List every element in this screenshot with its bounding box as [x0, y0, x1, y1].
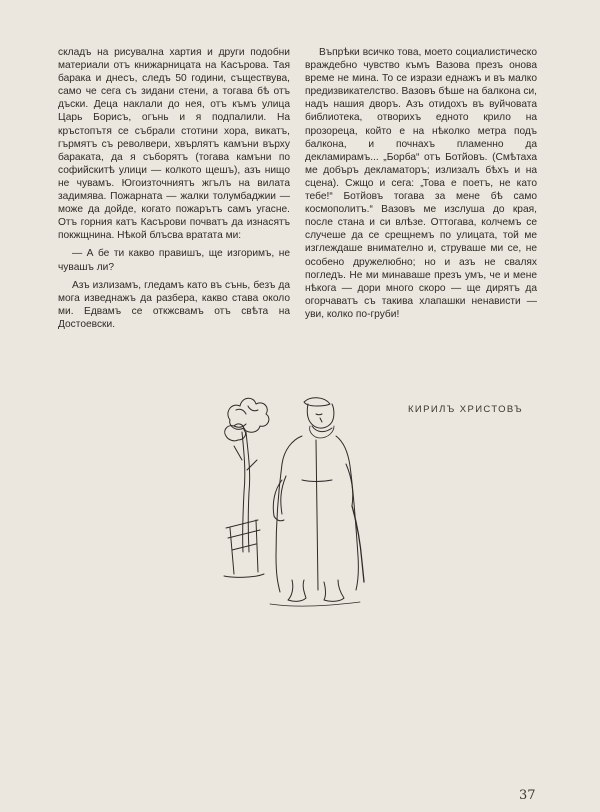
- author-signature: КИРИЛЪ ХРИСТОВЪ: [408, 404, 524, 415]
- left-text-column: [58, 46, 290, 331]
- page-number: 37: [519, 788, 536, 803]
- sketch-old-man-with-cane-icon: [212, 380, 387, 612]
- paragraph: — А бе ти какво правишъ, ще изгоримъ, не чувашъ ли?: [58, 248, 290, 273]
- paragraph: складъ на рисувална хартия и други подобни материали отъ книжарницата на Касърова. Тая барака и днесъ, следъ 50 години, съществува, само че сега съ зидани стени, а тогава бѣ отъ дъски. Деца наклали до нея, отъ къмъ улица Царь Борисъ, огънь и я подпалили. На кръстопътя се събрали стотини хора, викатъ, гърмятъ съ револвери, хвърлятъ камъни върху бараката, да я съборятъ (тогава камъни по софийскитѣ улици — колкото щешъ), азъ нищо не чувамъ. Югоизточниятъ жгълъ на вилата задимява. Пожарната — жалки толумбаджии — може да дойде, когато пожарътъ самъ угасне. Отъ горния катъ Касърови почватъ да изнасятъ покжщнина. Нѣкой блъсва вратата ми:: [58, 47, 290, 242]
- right-text-column: [305, 46, 537, 321]
- paragraph: Азъ излизамъ, гледамъ като въ сънь, безъ да мога изведнажъ да разбера, какво става около ми. Едвамъ се откжсвамъ отъ свѣта на Достоевски.: [58, 279, 290, 330]
- paragraph: Въпрѣки всичко това, моето социалистическо враждебно чувство къмъ Вазова презъ онова време не мина. То се изрази еднажъ и въ малко предизвикателство. Вазовъ бѣше на балкона си, надъ нашия дворъ. Азъ отидохъ въ вуйчовата библиотека, отворихъ едното крило на прозореца, който е на нѣколко метра подъ балкона, и почнахъ пламенно да декламирамъ... „Борба“ отъ Ботйовъ. (Смѣтаха ме добъръ декламаторъ; излизалъ бѣхъ и на сцена). Сжщо и сега: „Това е поетъ, не като тебе!“ Ботйовъ тогава за мене бѣ само космополитъ.“ Вазовъ ме изслуша до края, после стана и си влѣзе. Оттогава, колчемъ се случеше да се срещнемъ по улицата, той ме изглеждаше внимателно и, струваше ми се, не особено дружелюбно; но и азъ не свалях погледъ. Не ми минаваше презъ умъ, че и мене нѣкога — дори много скоро — ще дирятъ да огорчаватъ съ такива хлапашки ненависти — уви, колко по-груби!: [305, 47, 537, 320]
